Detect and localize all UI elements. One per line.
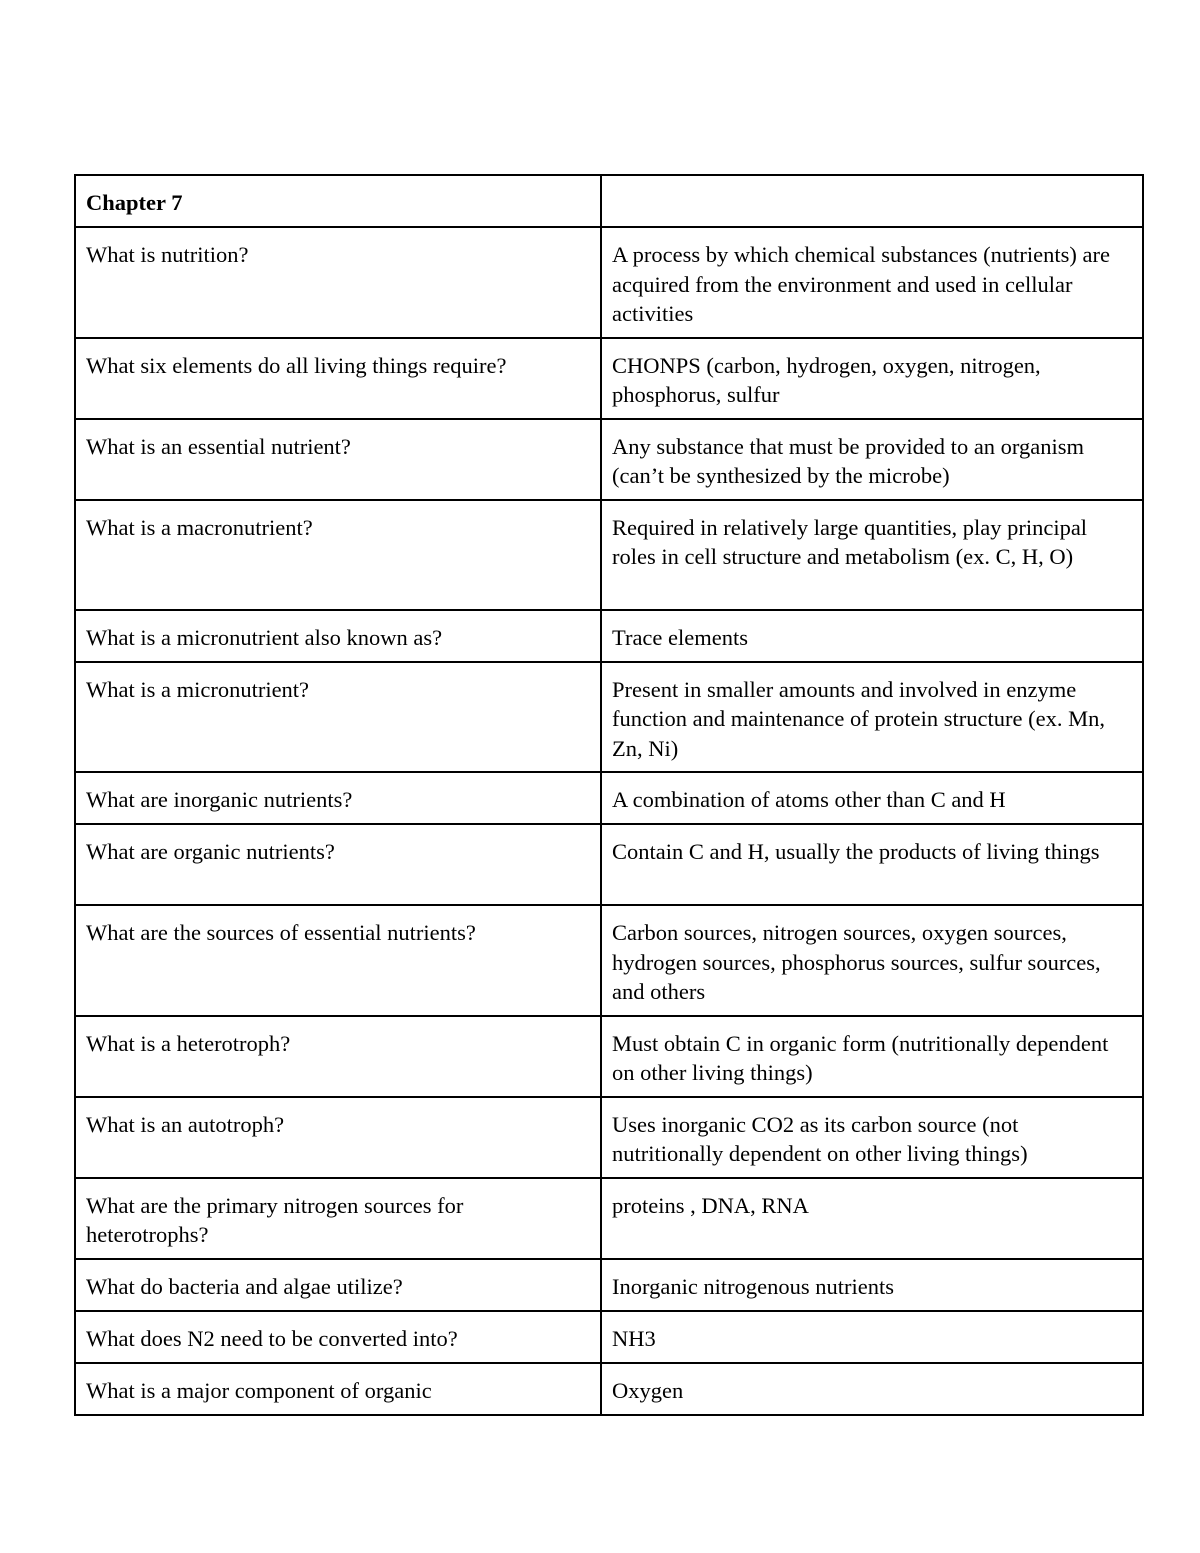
- question-cell: What is a micronutrient?: [75, 662, 601, 773]
- table-row: [75, 610, 1143, 662]
- answer-cell: Must obtain C in organic form (nutritionally dependent on other living things): [601, 1016, 1143, 1097]
- chapter-title: Chapter 7: [75, 175, 601, 227]
- header-answer-cell: [601, 175, 1143, 227]
- answer-cell: Contain C and H, usually the products of living things: [601, 824, 1143, 905]
- answer-cell: Carbon sources, nitrogen sources, oxygen sources, hydrogen sources, phosphorus sources, sulfur sources, and others: [601, 905, 1143, 1016]
- table-row: [75, 1097, 1143, 1178]
- question-cell: What are the sources of essential nutrients?: [75, 905, 601, 1016]
- table-row: [75, 772, 1143, 824]
- question-cell: What is a heterotroph?: [75, 1016, 601, 1097]
- answer-cell: NH3: [601, 1311, 1143, 1363]
- table-row: [75, 1311, 1143, 1363]
- question-cell: What is a micronutrient also known as?: [75, 610, 601, 662]
- question-cell: What is an essential nutrient?: [75, 419, 601, 500]
- answer-cell: CHONPS (carbon, hydrogen, oxygen, nitrogen, phosphorus, sulfur: [601, 338, 1143, 419]
- table-row: [75, 1016, 1143, 1097]
- question-cell: What do bacteria and algae utilize?: [75, 1259, 601, 1311]
- table-header-row: [75, 175, 1143, 227]
- table-row: [75, 500, 1143, 610]
- question-cell: What are the primary nitrogen sources for heterotrophs?: [75, 1178, 601, 1259]
- table-row: [75, 824, 1143, 905]
- answer-cell: Trace elements: [601, 610, 1143, 662]
- answer-cell: Any substance that must be provided to an organism (can’t be synthesized by the microbe): [601, 419, 1143, 500]
- question-cell: What six elements do all living things require?: [75, 338, 601, 419]
- table-row: [75, 1259, 1143, 1311]
- table-row: [75, 227, 1143, 338]
- question-cell: What is a macronutrient?: [75, 500, 601, 610]
- answer-cell: Uses inorganic CO2 as its carbon source (not nutritionally dependent on other living things): [601, 1097, 1143, 1178]
- table-row: [75, 419, 1143, 500]
- answer-cell: Inorganic nitrogenous nutrients: [601, 1259, 1143, 1311]
- question-cell: What is an autotroph?: [75, 1097, 601, 1178]
- table-row: [75, 662, 1143, 773]
- table-row: [75, 1363, 1143, 1415]
- question-cell: What is nutrition?: [75, 227, 601, 338]
- table-row: [75, 338, 1143, 419]
- question-cell: What does N2 need to be converted into?: [75, 1311, 601, 1363]
- answer-cell: Oxygen: [601, 1363, 1143, 1415]
- answer-cell: Required in relatively large quantities, play principal roles in cell structure and metabolism (ex. C, H, O): [601, 500, 1143, 610]
- answer-cell: proteins , DNA, RNA: [601, 1178, 1143, 1259]
- question-cell: What are organic nutrients?: [75, 824, 601, 905]
- study-table: [74, 174, 1144, 1416]
- answer-cell: A combination of atoms other than C and H: [601, 772, 1143, 824]
- table-row: [75, 1178, 1143, 1259]
- answer-cell: A process by which chemical substances (nutrients) are acquired from the environment and used in cellular activities: [601, 227, 1143, 338]
- table-row: [75, 905, 1143, 1016]
- question-cell: What are inorganic nutrients?: [75, 772, 601, 824]
- question-cell: What is a major component of organic: [75, 1363, 601, 1415]
- answer-cell: Present in smaller amounts and involved in enzyme function and maintenance of protein structure (ex. Mn, Zn, Ni): [601, 662, 1143, 773]
